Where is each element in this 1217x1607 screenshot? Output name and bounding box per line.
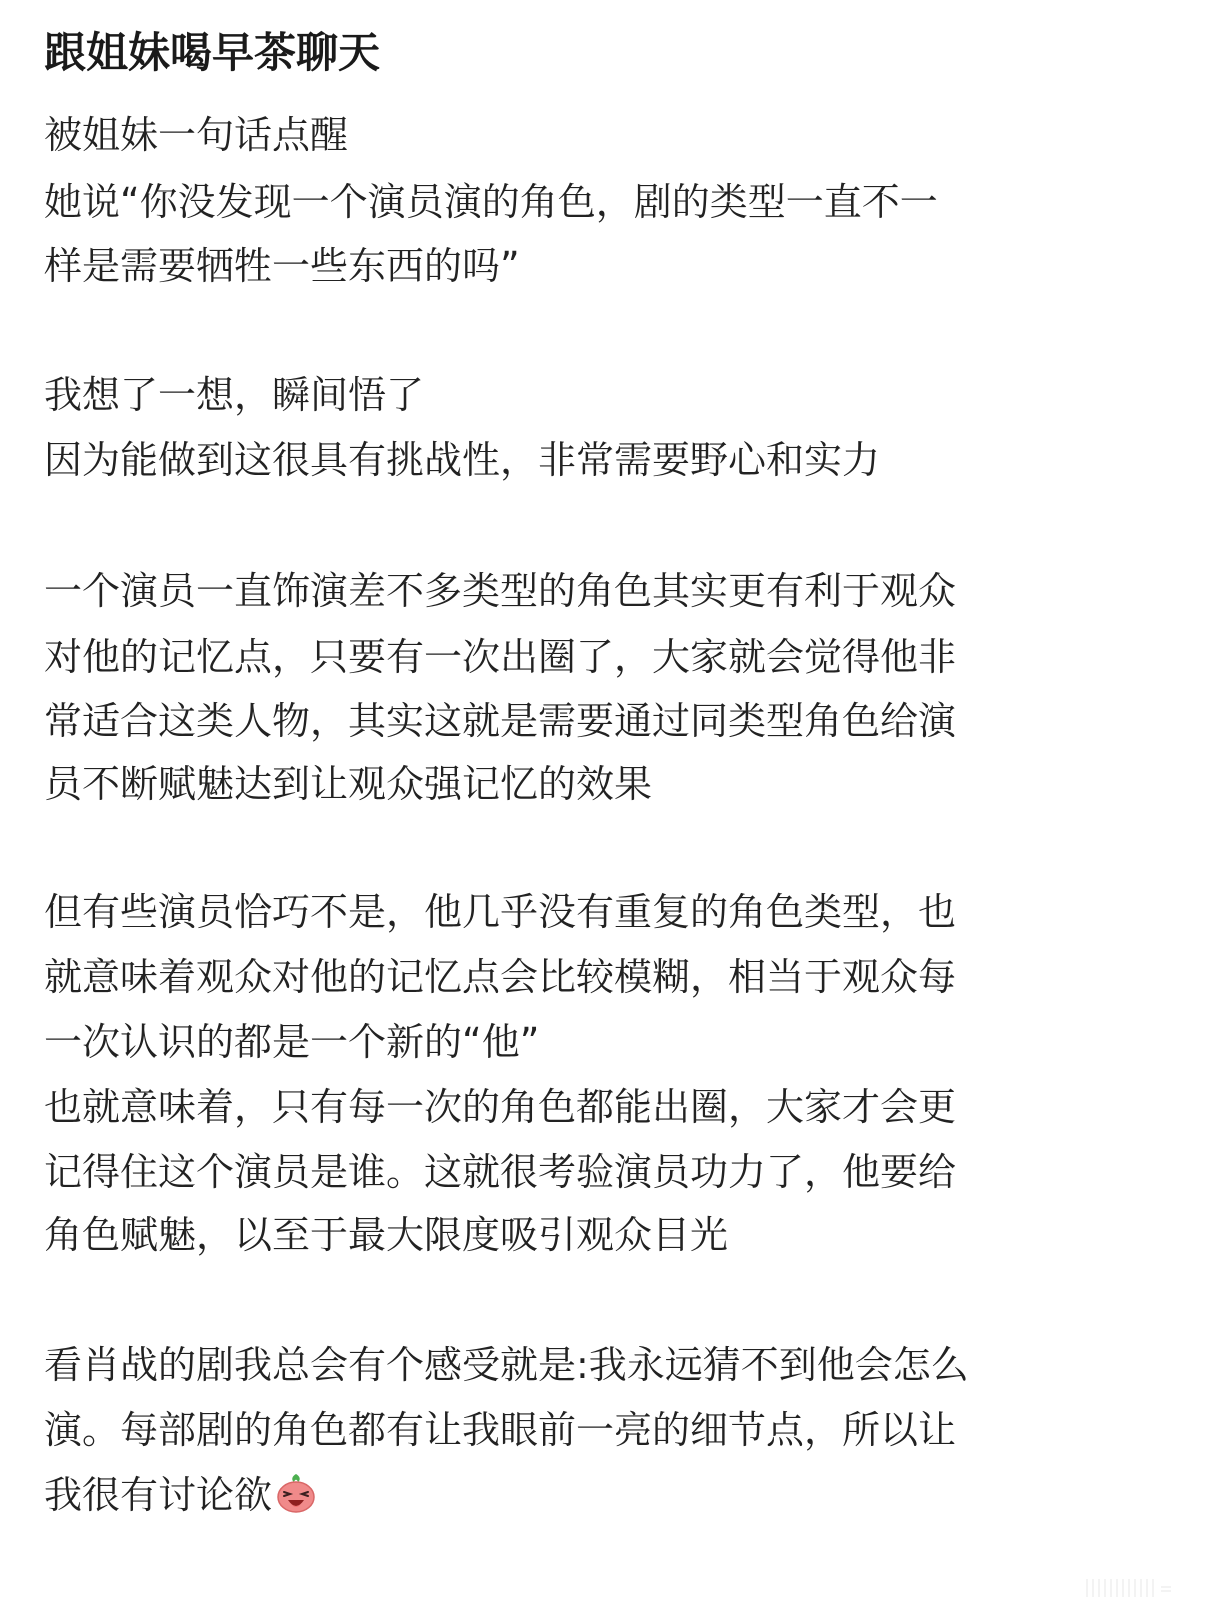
text-line: 员不断赋魅达到让观众强记忆的效果 xyxy=(44,762,653,806)
text-line: 她说“你没发现一个演员演的角色，剧的类型一直不一 xyxy=(44,180,938,224)
laughing-radish-icon xyxy=(274,1470,318,1514)
text-line: 常适合这类人物，其实这就是需要通过同类型角色给演 xyxy=(44,699,957,743)
watermark-icon xyxy=(1083,1571,1173,1601)
text-line: 一个演员一直饰演差不多类型的角色其实更有利于观众 xyxy=(44,569,957,613)
post-title: 跟姐妹喝早茶聊天 xyxy=(44,28,381,77)
text-line: 记得住这个演员是谁。这就很考验演员功力了，他要给 xyxy=(44,1150,957,1194)
text-line: 看肖战的剧我总会有个感受就是:我永远猜不到他会怎么 xyxy=(44,1343,969,1387)
text-line: 对他的记忆点，只要有一次出圈了，大家就会觉得他非 xyxy=(44,635,957,679)
text-line: 就意味着观众对他的记忆点会比较模糊，相当于观众每 xyxy=(44,955,957,999)
text-line: 角色赋魅，以至于最大限度吸引观众目光 xyxy=(44,1213,729,1257)
text-line xyxy=(44,1470,318,1519)
text-line: 我想了一想，瞬间悟了 xyxy=(44,373,425,417)
text-line: 也就意味着，只有每一次的角色都能出圈，大家才会更 xyxy=(44,1085,957,1129)
text-line: 因为能做到这很具有挑战性，非常需要野心和实力 xyxy=(44,438,881,482)
text-line: 但有些演员恰巧不是，他几乎没有重复的角色类型，也 xyxy=(44,890,957,934)
text-line: 样是需要牺牲一些东西的吗” xyxy=(44,244,520,288)
text-line-content: 我很有讨论欲 xyxy=(44,1473,273,1517)
text-line: 一次认识的都是一个新的“他” xyxy=(44,1020,540,1064)
text-line: 被姐妹一句话点醒 xyxy=(44,113,349,157)
text-line: 演。每部剧的角色都有让我眼前一亮的细节点，所以让 xyxy=(44,1408,957,1452)
